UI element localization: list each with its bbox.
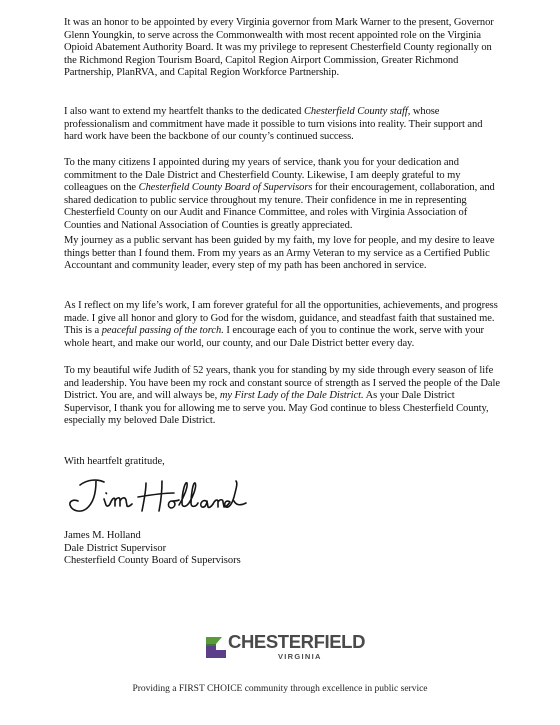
signer-name: James M. Holland: [64, 530, 141, 541]
paragraph-text: As your Dale District Supervisor, I thank you for allowing me to serve you. May God continue to bless Chesterfield County, especially my beloved Dale District.: [64, 390, 489, 427]
paragraph-text: I encourage each of you to continue the work, serve with your whole heart, and make our world, our county, and our Dale District better every day.: [64, 325, 484, 349]
emphasis-text: my First Lady of the Dale District.: [219, 390, 364, 402]
logo-wordmark: CHESTERFIELD: [228, 631, 366, 652]
closing-line: With heartfelt gratitude,: [64, 456, 165, 467]
handwritten-signature: [66, 471, 256, 519]
paragraph-appointments: [64, 17, 500, 80]
paragraph-text: for their encouragement, collaboration, and shared dedication to public service throughout my tenure. Their confidence in me in representing Chesterfield County on our Audit and Finance Committee, and roles with Virginia Association of Counties and National Association of Counties is greatly appreciated.: [64, 182, 495, 231]
paragraph-wife: [64, 365, 500, 428]
chesterfield-logo-mark-icon: [204, 634, 228, 660]
paragraph-text: As I reflect on my life’s work, I am forever grateful for all the opportunities, achievements, and progress made. I give all honor and glory to God for the wisdom, guidance, and steadfast faith that sustained me. This is a: [64, 300, 498, 337]
signer-organization: Chesterfield County Board of Supervisors: [64, 555, 241, 567]
emphasis-text: Chesterfield County staff: [303, 106, 408, 117]
paragraph-reflection: [64, 300, 500, 350]
paragraph-citizens-colleagues: [64, 157, 500, 233]
emphasis-text: peaceful passing of the torch.: [101, 325, 224, 337]
chesterfield-logo: [204, 632, 364, 666]
paragraph-journey: [64, 235, 500, 273]
paragraph-text: My journey as a public servant has been guided by my faith, my love for people, and my desire to leave things better than I found them. From my years as an Army Veteran to my service as a Certified Public Accountant and community leader, every step of my path has been anchored in service.: [64, 235, 495, 272]
emphasis-text: Chesterfield County Board of Supervisors: [138, 182, 313, 194]
paragraph-text: , whose professionalism and commitment have made it possible to turn visions into reality. Their support and hard work have been the backbone of our county’s continued success.: [64, 106, 483, 143]
logo-subtitle: VIRGINIA: [278, 652, 322, 661]
paragraph-staff-thanks: [64, 106, 500, 144]
paragraph-text: It was an honor to be appointed by every Virginia governor from Mark Warner to the present, Governor Glenn Youngkin, to serve across the Commonwealth with most recent appointed role on the Virginia Opioid Abatement Authority Board. It was my privilege to represent Chesterfield County regionally on the Richmond Region Tourism Board, Capitol Region Airport Commission, Greater Richmond Partnership, PlanRVA, and Capital Region Workforce Partnership.: [64, 17, 494, 79]
paragraph-text: To the many citizens I appointed during my years of service, thank you for your dedication and commitment to the Dale District and Chesterfield County. Likewise, I am deeply grateful to my colleagues on the: [64, 157, 461, 194]
paragraph-text: I also want to extend my heartfelt thanks to the dedicated: [64, 106, 304, 117]
signer-title: Dale District Supervisor: [64, 542, 167, 554]
footer-tagline: Providing a FIRST CHOICE community through excellence in public service: [132, 684, 428, 694]
signature-block: [64, 530, 241, 568]
paragraph-text: To my beautiful wife Judith of 52 years, thank you for standing by my side through every season of life and leadership. You have been my rock and constant source of strength as I served the people of the Dale District. You are, and will always be,: [64, 365, 500, 402]
